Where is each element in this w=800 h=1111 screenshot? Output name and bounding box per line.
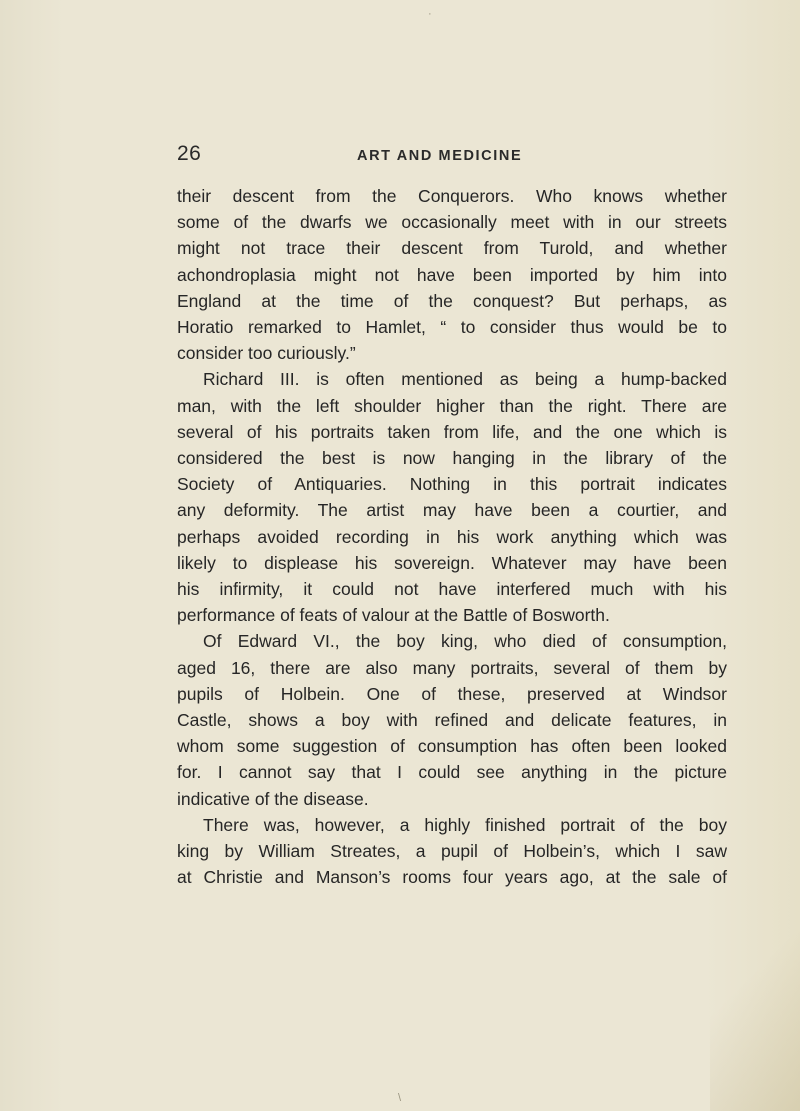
text-line: some of the dwarfs we occasionally meet with in our streets xyxy=(177,212,727,233)
text-line: king by William Streates, a pupil of Holbein’s, which I saw xyxy=(177,841,727,862)
body-text xyxy=(177,183,727,890)
text-line: any deformity. The artist may have been a courtier, and xyxy=(177,500,727,521)
print-speck: · xyxy=(428,8,432,20)
page-number: 26 xyxy=(177,142,202,165)
text-line: whom some suggestion of consumption has often been looked xyxy=(177,736,727,757)
text-line: at Christie and Manson’s rooms four years ago, at the sale of xyxy=(177,867,727,888)
text-line: performance of feats of valour at the Battle of Bosworth. xyxy=(177,605,610,626)
text-line: several of his portraits taken from life, and the one which is xyxy=(177,421,727,442)
text-line: Society of Antiquaries. Nothing in this portrait indicates xyxy=(177,474,727,495)
text-line: likely to displease his sovereign. Whatever may have been xyxy=(177,552,727,573)
text-line: their descent from the Conquerors. Who knows whether xyxy=(177,186,727,206)
text-line: aged 16, there are also many portraits, several of them by xyxy=(177,657,727,678)
page-header xyxy=(177,142,727,170)
text-line: Richard III. is often mentioned as being a hump-backed xyxy=(203,369,727,390)
text-line: Horatio remarked to Hamlet, “ to consider thus would be to xyxy=(177,317,727,338)
running-head: ART AND MEDICINE xyxy=(357,148,523,164)
text-line: There was, however, a highly finished portrait of the boy xyxy=(203,814,727,835)
print-speck: \ xyxy=(398,1092,402,1104)
text-line: for. I cannot say that I could see anything in the picture xyxy=(177,762,727,783)
text-line: indicative of the disease. xyxy=(177,788,369,809)
text-line: Of Edward VI., the boy king, who died of consumption, xyxy=(203,631,727,652)
text-line: Castle, shows a boy with refined and delicate features, in xyxy=(177,710,727,731)
text-line: England at the time of the conquest? But perhaps, as xyxy=(177,290,727,311)
text-line: man, with the left shoulder higher than the right. There are xyxy=(177,395,727,416)
page-edge-shadow xyxy=(710,891,800,1111)
text-line: his infirmity, it could not have interfered much with his xyxy=(177,579,727,600)
text-line: achondroplasia might not have been imported by him into xyxy=(177,264,727,285)
text-line: pupils of Holbein. One of these, preserved at Windsor xyxy=(177,683,727,704)
text-line: considered the best is now hanging in the library of the xyxy=(177,448,727,469)
text-line: might not trace their descent from Turold, and whether xyxy=(177,238,727,259)
text-line: perhaps avoided recording in his work anything which was xyxy=(177,526,727,547)
text-line: consider too curiously.” xyxy=(177,343,356,364)
